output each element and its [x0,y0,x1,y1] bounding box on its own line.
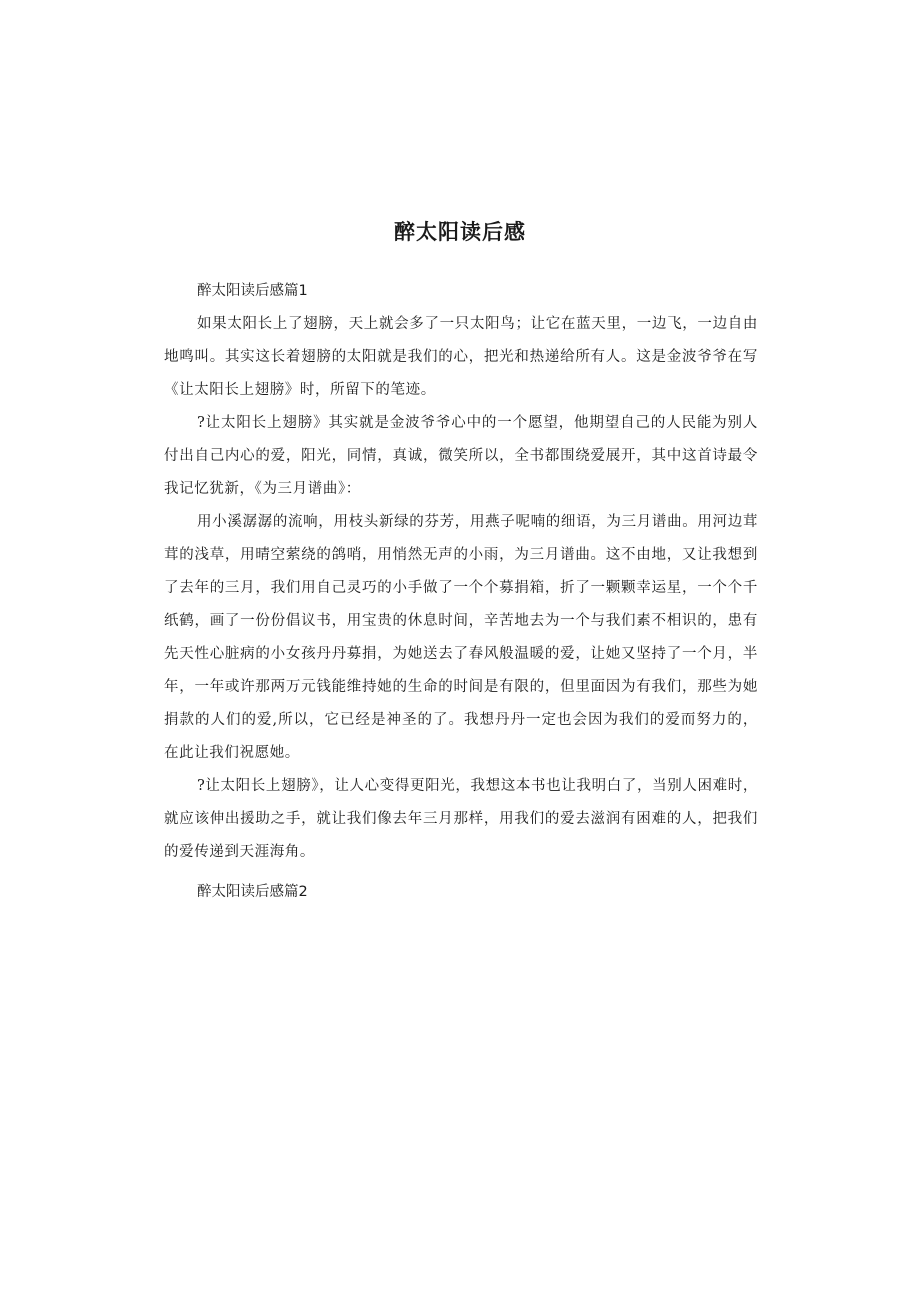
section-heading-2: 醉太阳读后感篇2 [197,884,308,900]
paragraph-2: ?让太阳长上翅膀》其实就是金波爷爷心中的一个愿望，他期望自己的人民能为别人付出自己内心的爱，阳光，同情，真诚，微笑所以，全书都围绕爱展开，其中这首诗最令我记忆犹新，《为三月谱曲》： [164,415,758,497]
section-heading-1: 醉太阳读后感篇1 [197,283,308,299]
document-title: 醉太阳读后感 [394,220,526,244]
paragraph-3: 用小溪潺潺的流响，用枝头新绿的芬芳，用燕子呢喃的细语，为三月谱曲。用河边茸茸的浅草，用晴空萦绕的鸽哨，用悄然无声的小雨，为三月谱曲。这不由地，又让我想到了去年的三月，我们用自己灵巧的小手做了一个个募捐箱，折了一颗颗幸运星，一个个千纸鹤，画了一份份倡议书，用宝贵的休息时间，辛苦地去为一个与我们素不相识的，患有先天性心脏病的小女孩丹丹募捐，为她送去了春风般温暖的爱，让她又坚持了一个月，半年，一年或许那两万元钱能维持她的生命的时间是有限的，但里面因为有我们，那些为她捐款的人们的爱,所以，它已经是神圣的了。我想丹丹一定也会因为我们的爱而努力的，在此让我们祝愿她。 [164,514,758,761]
paragraph-4: ?让太阳长上翅膀》，让人心变得更阳光，我想这本书也让我明白了，当别人困难时，就应该伸出援助之手，就让我们像去年三月那样，用我们的爱去滋润有困难的人，把我们的爱传递到天涯海角。 [164,778,758,860]
document-body [164,280,758,903]
paragraph-1: 如果太阳长上了翅膀，天上就会多了一只太阳鸟；让它在蓝天里，一边飞，一边自由地鸣叫。其实这长着翅膀的太阳就是我们的心，把光和热递给所有人。这是金波爷爷在写《让太阳长上翅膀》时，所留下的笔迹。 [164,316,758,398]
